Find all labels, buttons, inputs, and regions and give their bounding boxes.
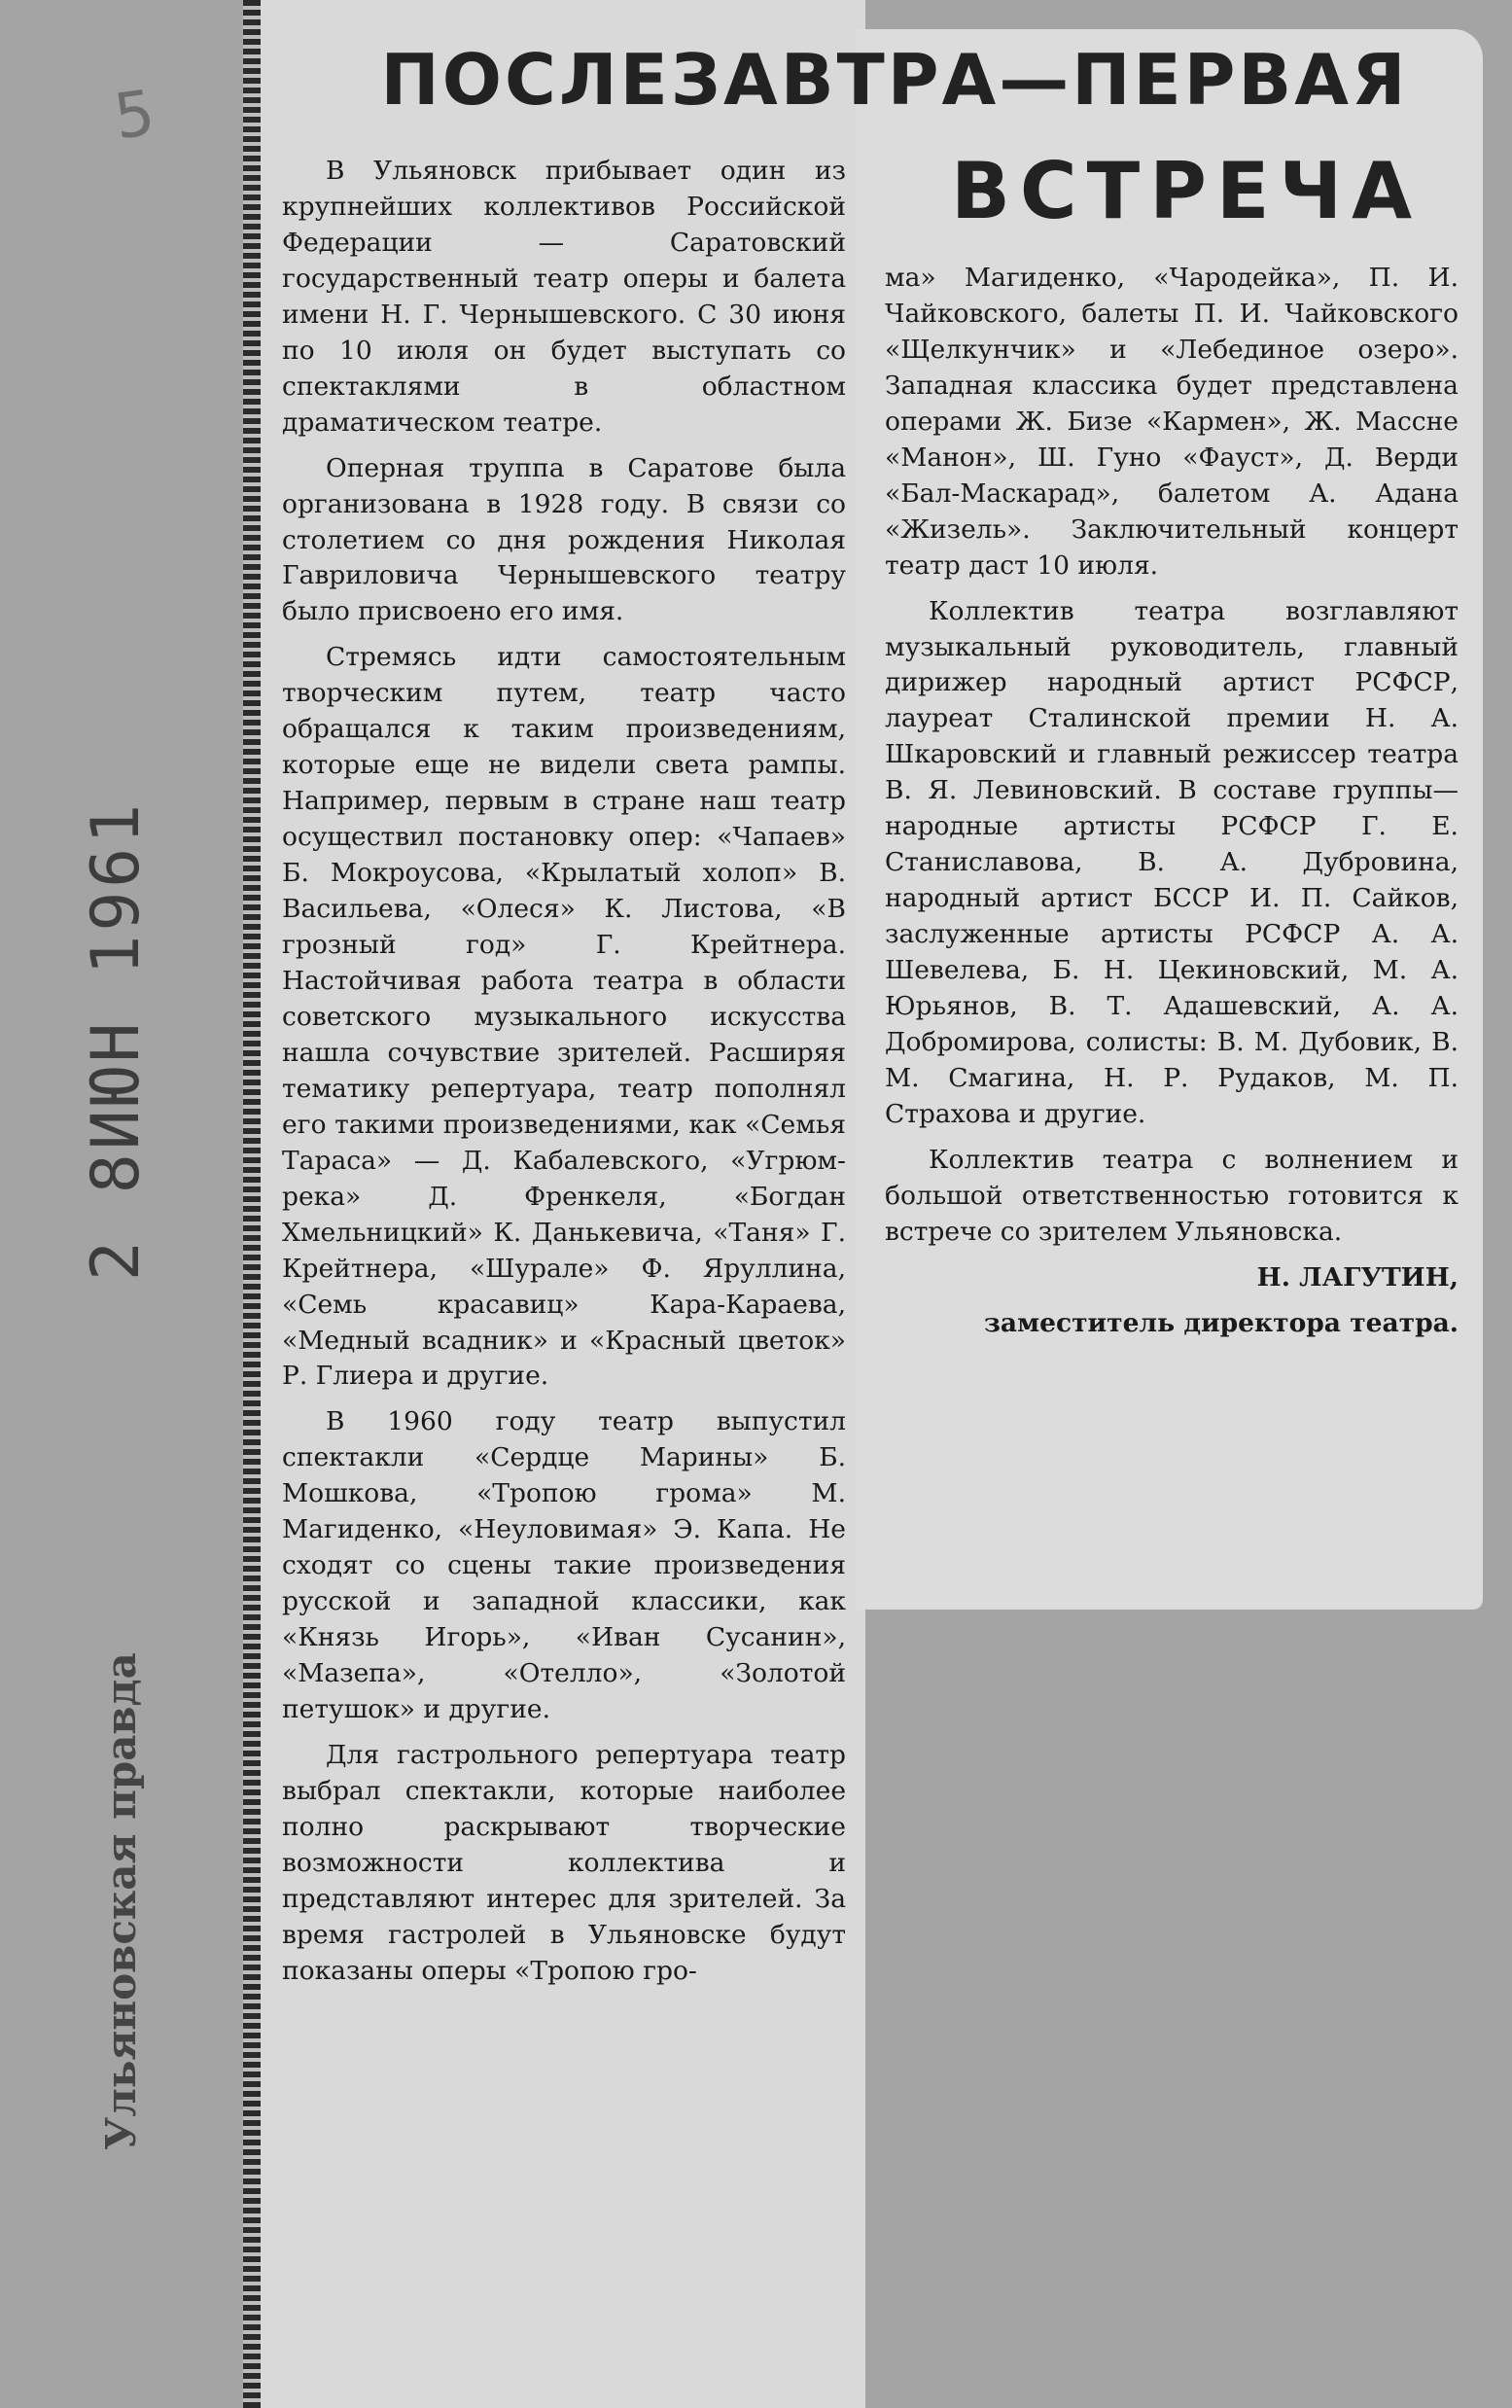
article-paragraph: В 1960 году театр выпустил спектакли «Сердце Марины» Б. Мошкова, «Тропою грома» М. Магиденко, «Неуловимая» Э. Капа. Не сходят со сцены такие произведения русской и западной классики, как «Князь Игорь», «Иван Сусанин», «Мазепа», «Отелло», «Золотой петушок» и другие. (282, 1406, 846, 1725)
date-stamp: 2 8ИЮН 1961 (78, 799, 155, 1282)
newspaper-source-label: Ульяновская правда (97, 1652, 145, 2150)
article-paragraph: Стремясь идти самостоятельным творческим путем, театр часто обращался к таким произведениям, которые еще не видели света рампы. Например, первым в стране наш театр осуществил постановку опер: «Чапаев» Б. Мокроусова, «Крылатый холоп» В. Васильева, «Олеся» К. Листова, «В грозный год» Г. Крейтнера. Настойчивая работа театра в области советского музыкального искусства нашла сочувствие зрителей. Расширяя тематику репертуара, театр пополнял его такими произведениями, как «Семья Тараса» — Д. Кабалевского, «Угрюм-река» Д. Френкеля, «Богдан Хмельницкий» К. Данькевича, «Таня» Г. Крейтнера, «Шурале» Ф. Яруллина, «Семь красавиц» Кара-Караева, «Медный всадник» и «Красный цветок» Р. Глиера и другие. (282, 642, 846, 1392)
article-left-column (282, 154, 846, 2000)
article-right-column (885, 261, 1459, 1352)
author-name: Н. ЛАГУТИН, (1256, 1261, 1459, 1293)
article-paragraph: Оперная труппа в Саратове была организована в 1928 году. В связи со столетием со дня рождения Николая Гавриловича Чернышевского театру было присвоено его имя. (282, 452, 846, 627)
article-paragraph: Коллектив театра с волнением и большой ответственностью готовится к встрече со зрителем Ульяновска. (885, 1144, 1459, 1247)
headline-line1: ПОСЛЕЗАВТРА—ПЕРВАЯ (380, 39, 1409, 121)
article-paragraph: Коллектив театра возглавляют музыкальный руководитель, главный дирижер народный артист РСФСР, лауреат Сталинской премии Н. А. Шкаровский и главный режиссер театра В. Я. Левиновский. В составе группы—народные артисты РСФСР Г. Е. Станиславова, В. А. Дубровина, народный артист БССР И. П. Сайков, заслуженные артисты РСФСР А. А. Шевелева, Б. Н. Цекиновский, М. А. Юрьянов, В. Т. Адашевский, А. А. Добромирова, солисты: В. М. Дубовик, В. М. Смагина, Н. Р. Рудаков, М. П. Страхова и другие. (885, 595, 1459, 1129)
author-title: заместитель директора театра. (983, 1307, 1459, 1338)
headline-line2: ВСТРЕЧА (950, 146, 1423, 236)
article-paragraph: ма» Магиденко, «Чародейка», П. И. Чайковского, балеты П. И. Чайковского «Щелкунчик» и «Лебединое озеро». Западная классика будет представлена операми Ж. Бизе «Кармен», Ж. Массне «Манон», Ш. Гуно «Фауст», Д. Верди «Бал-Маскарад», балетом А. Адана «Жизель». Заключительный концерт театр даст 10 июля. (885, 263, 1459, 581)
handwritten-page-number: 5 (110, 77, 159, 155)
article-paragraph: Для гастрольного репертуара театр выбрал спектакли, которые наиболее полно раскрывают творческие возможности коллектива и представляют интерес для зрителей. За время гастролей в Ульяновске будут показаны оперы «Тропою гро- (282, 1739, 846, 1986)
article-paragraph: В Ульяновск прибывает один из крупнейших коллективов Российской Федерации — Саратовский государственный театр оперы и балета имени Н. Г. Чернышевского. С 30 июня по 10 июля он будет выступать со спектаклями в областном драматическом театре. (282, 156, 846, 438)
clipping-edge-strip (243, 0, 261, 2408)
